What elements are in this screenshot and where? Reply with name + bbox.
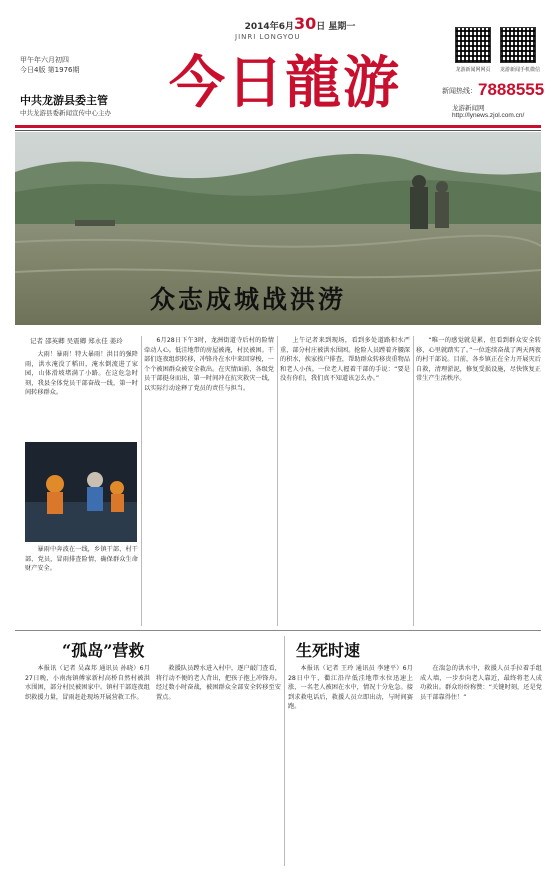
logo-text: 今日龍游	[169, 50, 401, 116]
lead-column-1	[25, 350, 138, 440]
qr-code-icon	[455, 27, 491, 63]
lead-column-4	[416, 336, 541, 624]
section-column	[420, 664, 542, 864]
qr2-caption: 龙游新闻手机微信	[499, 67, 540, 73]
section-headline: 生死时速	[296, 641, 361, 660]
lead-paragraph: “唯一的感觉就是累，但看到群众安全转移，心里就踏实了。”一位连续奋战了两天两夜的村干部说。目前，各乡镇正在全力开展灾后自救，清理淤泥，修复受损设施，尽快恢复正常生产生活秩序。	[416, 337, 541, 383]
qr1-caption: 龙游新闻网网页	[455, 67, 491, 73]
lead-paragraph: 6月28日下午3时，龙洲街道寺后村的险情牵动人心。低洼地带的房屋被淹，村民被困。干部们连夜组织转移，冲锋舟在水中来回穿梭，一个个被困群众被安全救出。在灾情面前，各级党员干部挺身而出，第一时间冲在抗灾救灾一线，以实际行动诠释了党员的责任与担当。	[144, 337, 274, 392]
publisher-title: 中共龙游县委主管	[20, 94, 108, 107]
lunar-date: 甲午年六月初四	[20, 56, 69, 64]
section-column	[25, 664, 150, 864]
newspaper-logo	[140, 44, 430, 116]
masthead-rule	[15, 125, 541, 128]
section-column	[156, 664, 281, 864]
masthead-pinyin: JINRI LONGYOU	[235, 33, 301, 41]
lead-column-3	[280, 336, 410, 624]
issue-info	[20, 55, 80, 75]
rescue-photo	[25, 442, 137, 542]
publisher-sub: 中共龙游县委新闻宣传中心主办	[20, 109, 111, 117]
dateline	[200, 14, 400, 33]
date-day: 30	[293, 14, 317, 33]
lead-column-2	[144, 336, 274, 624]
section-paragraph: 本报讯（记者 吴森邦 通讯员 孙晓）6月27日晚，小南海镇傅家新村高桥自然村被洪水围困，部分村民被困家中。镇村干部连夜组织救援力量，冒雨赶赴现场开展营救工作。	[25, 665, 150, 701]
issue-number: 今日4版 第1976期	[20, 66, 80, 74]
section-column	[288, 664, 413, 864]
section-divider	[284, 636, 285, 866]
date-prefix: 2014年6月	[244, 22, 294, 32]
date-suffix: 日 星期一	[316, 22, 356, 32]
hotline-label: 新闻热线：	[442, 87, 477, 95]
section-paragraph: 本报讯（记者 王玲 通讯员 李建平）6月28日中午，衢江沿岸低洼地带水位迅速上涨，一名老人被困在水中，情况十分危急。接到求救电话后，救援人员立即出动，与时间赛跑。	[288, 665, 413, 711]
lead-paragraph: 上午记者来到现场，看到多处道路积水严重，部分村庄被洪水围困。抢险人员蹚着齐腰深的积水，挨家挨户排查，帮助群众转移贵重物品和老人小孩。一位老人握着干部的手说：“要是没有你们，我们真不知道该怎么办。”	[280, 337, 410, 383]
hotline-number: 7888555	[478, 80, 545, 99]
qr-code-icon	[500, 27, 536, 63]
lead-column-1b	[25, 545, 138, 635]
lead-headline: 众志成城战洪涝	[150, 285, 347, 314]
lead-paragraph: 大雨！暴雨！特大暴雨！洪目的强降雨，洪水淹没了稻田，淹水倒流进了家园，山体滑坡堵满了小路。在这危急时刻，我县全体党员干部奋战一线，第一时间转移群众。	[25, 351, 138, 397]
lead-paragraph: 暴雨中奔波在一线，乡镇干部、村干部、党员，冒雨排查险情，确保群众生命财产安全。	[25, 546, 138, 573]
section-headline: “孤岛”营救	[62, 641, 145, 660]
website-url: 龙游新闻网 http://lynews.zjol.com.cn/	[452, 105, 525, 119]
lead-byline: 记者 邵英卿 吴震卿 郑永佳 姜玲	[30, 337, 123, 345]
section-paragraph: 救援队员蹚水进入村中，逐户敲门查看，将行动不便的老人背出，把孩子抱上冲锋舟。经过数小时奋战，被困群众全部安全转移至安置点。	[156, 665, 281, 701]
masthead-rule-thin	[15, 130, 541, 131]
section-paragraph: 在湍急的洪水中，救援人员手拉着手组成人墙，一步步向老人靠近，最终将老人成功救出。群众纷纷称赞：“关键时刻，还是党员干部靠得住！”	[420, 665, 542, 701]
column-divider	[413, 336, 414, 626]
column-divider	[277, 336, 278, 626]
section-rule	[15, 630, 541, 631]
column-divider	[141, 336, 142, 626]
